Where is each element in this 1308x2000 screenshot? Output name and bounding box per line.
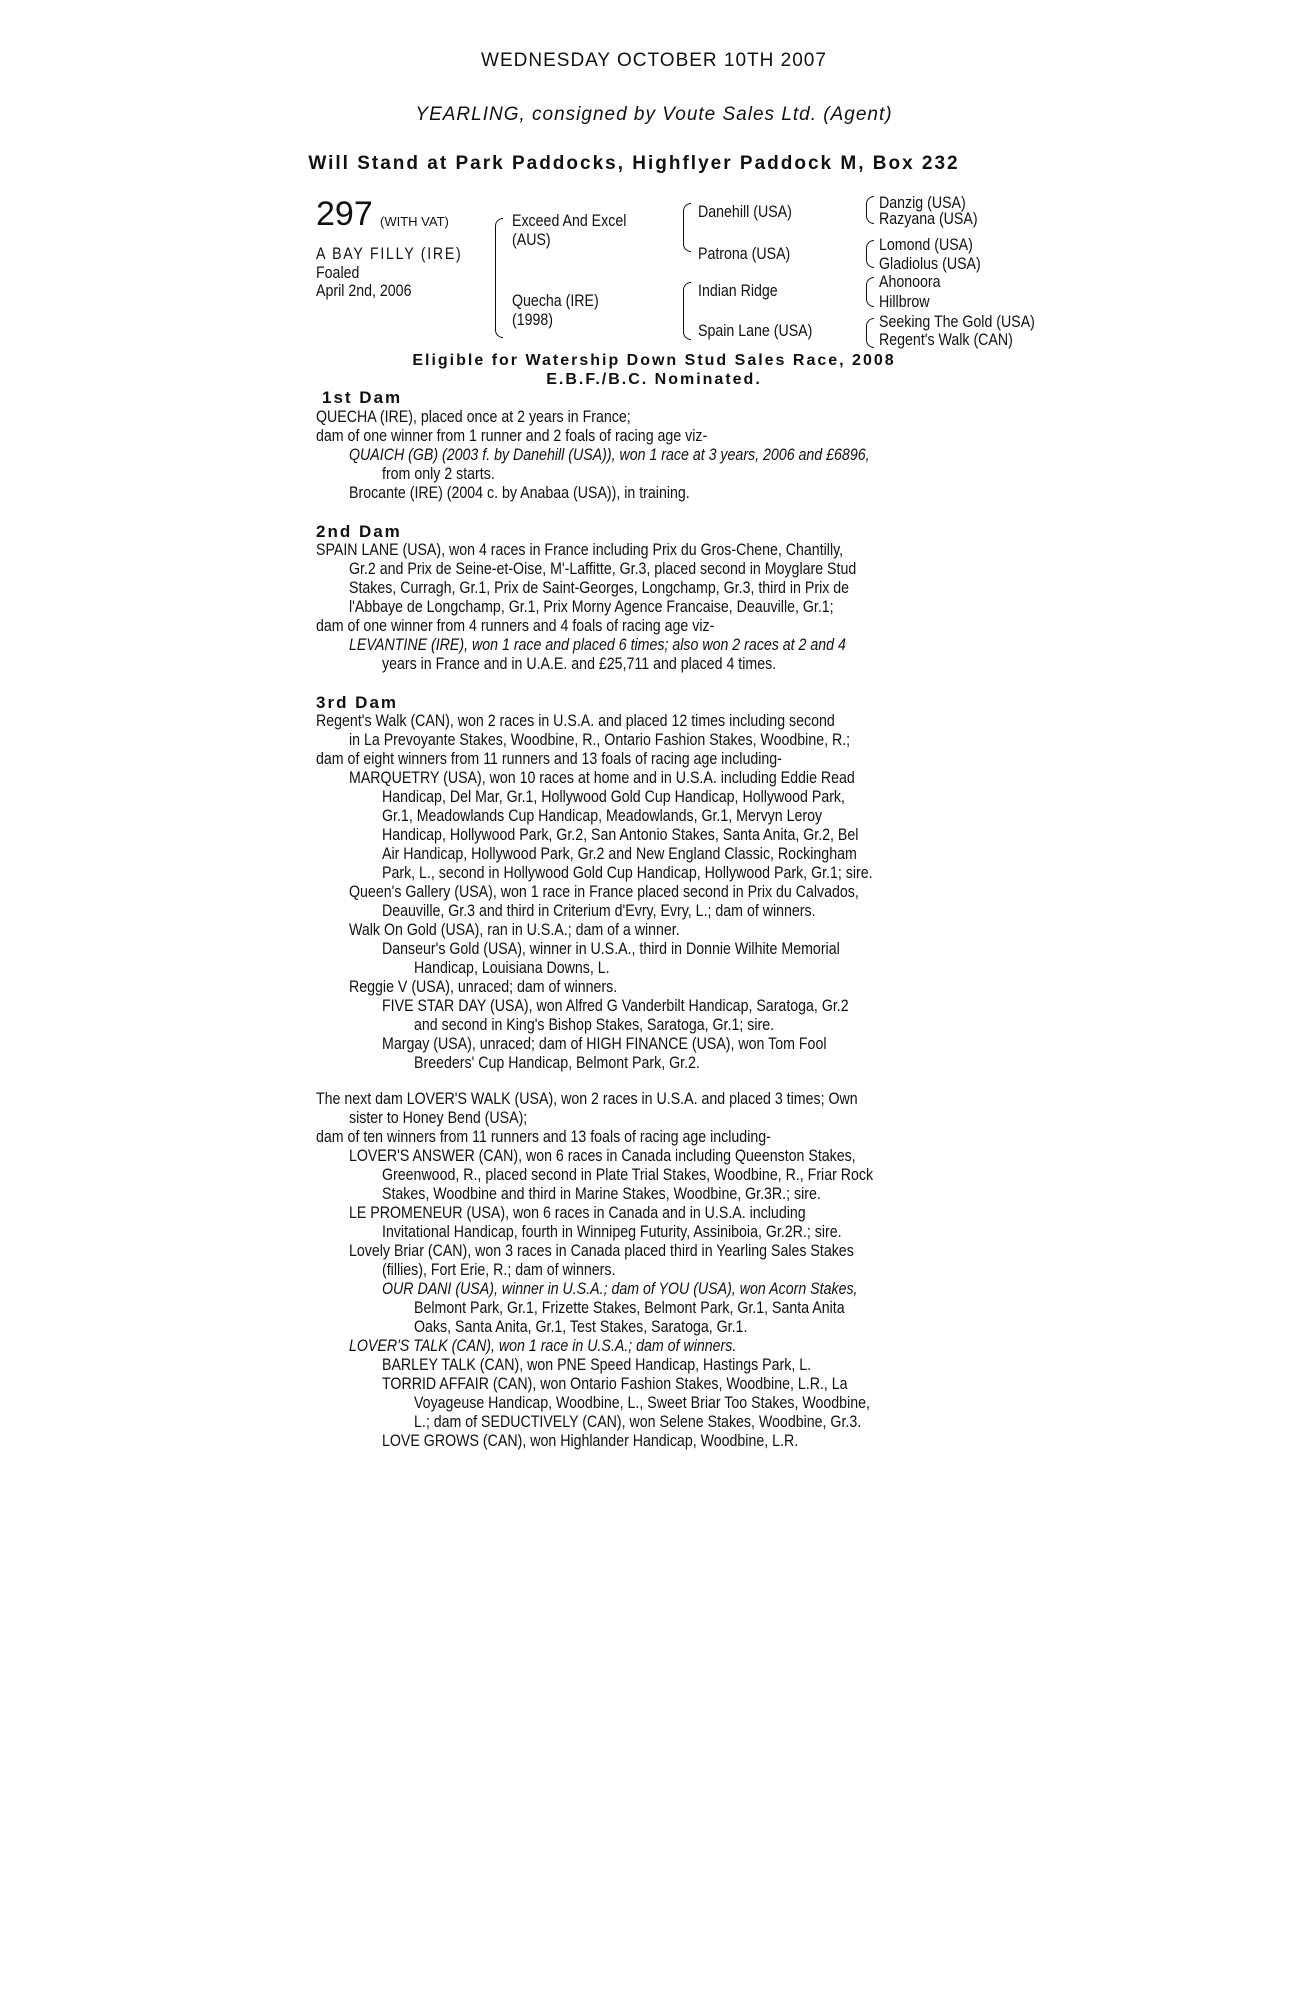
gen3-5: Ahonoora xyxy=(879,273,941,291)
foaled-label: Foaled xyxy=(316,264,360,282)
dam3-line-3: dam of eight winners from 11 runners and 13 foals of racing age including- xyxy=(316,750,782,768)
next-dam-line-11: OUR DANI (USA), winner in U.S.A.; dam of YOU (USA), won Acorn Stakes, xyxy=(382,1280,858,1298)
dam-year: (1998) xyxy=(512,311,554,329)
lot-number: 297 xyxy=(316,195,373,233)
dam3-line-16: FIVE STAR DAY (USA), won Alfred G Vanderbilt Handicap, Saratoga, Gr.2 xyxy=(382,997,849,1015)
next-dam-line-2: sister to Honey Bend (USA); xyxy=(349,1109,528,1127)
pedigree-brace-g3c xyxy=(866,277,874,307)
vat-note: (WITH VAT) xyxy=(380,214,449,229)
gen3-2: Razyana (USA) xyxy=(879,210,978,228)
dam3-line-18: Margay (USA), unraced; dam of HIGH FINANCE (USA), won Tom Fool xyxy=(382,1035,827,1053)
dam2-line-1: SPAIN LANE (USA), won 4 races in France including Prix du Gros-Chene, Chantilly, xyxy=(316,541,844,559)
sire-sire: Danehill (USA) xyxy=(698,203,792,221)
next-dam-line-16: TORRID AFFAIR (CAN), won Ontario Fashion Stakes, Woodbine, L.R., La xyxy=(382,1375,848,1393)
next-dam-line-3: dam of ten winners from 11 runners and 13 foals of racing age including- xyxy=(316,1128,771,1146)
dam3-line-17: and second in King's Bishop Stakes, Saratoga, Gr.1; sire. xyxy=(414,1016,775,1034)
next-dam-line-15: BARLEY TALK (CAN), won PNE Speed Handicap, Hastings Park, L. xyxy=(382,1356,812,1374)
dam3-line-6: Gr.1, Meadowlands Cup Handicap, Meadowlands, Gr.1, Mervyn Leroy xyxy=(382,807,823,825)
next-dam-line-17: Voyageuse Handicap, Woodbine, L., Sweet Briar Too Stakes, Woodbine, xyxy=(414,1394,870,1412)
next-dam-line-12: Belmont Park, Gr.1, Frizette Stakes, Belmont Park, Gr.1, Santa Anita xyxy=(414,1299,845,1317)
dam2-line-3: Stakes, Curragh, Gr.1, Prix de Saint-Georges, Longchamp, Gr.3, third in Prix de xyxy=(349,579,850,597)
dam1-line-5: Brocante (IRE) (2004 c. by Anabaa (USA)), in training. xyxy=(349,484,690,502)
eligibility-line: Eligible for Watership Down Stud Sales Race, 2008 xyxy=(412,352,896,369)
dam2-line-6: LEVANTINE (IRE), won 1 race and placed 6 times; also won 2 races at 2 and 4 xyxy=(349,636,846,654)
dam3-line-5: Handicap, Del Mar, Gr.1, Hollywood Gold Cup Handicap, Hollywood Park, xyxy=(382,788,845,806)
dam-name: Quecha (IRE) xyxy=(512,292,599,310)
next-dam-line-4: LOVER'S ANSWER (CAN), won 6 races in Canada including Queenston Stakes, xyxy=(349,1147,856,1165)
pedigree-brace-g3d xyxy=(866,318,874,348)
dam3-line-2: in La Prevoyante Stakes, Woodbine, R., Ontario Fashion Stakes, Woodbine, R.; xyxy=(349,731,851,749)
dam3-line-15: Reggie V (USA), unraced; dam of winners. xyxy=(349,978,618,996)
dam3-line-14: Handicap, Louisiana Downs, L. xyxy=(414,959,610,977)
third-dam-heading: 3rd Dam xyxy=(316,693,399,712)
second-dam-heading: 2nd Dam xyxy=(316,522,402,541)
dam2-line-5: dam of one winner from 4 runners and 4 foals of racing age viz- xyxy=(316,617,715,635)
pedigree-brace-main xyxy=(495,218,503,338)
dam3-line-11: Deauville, Gr.3 and third in Criterium d'Evry, Evry, L.; dam of winners. xyxy=(382,902,816,920)
dam-dam: Spain Lane (USA) xyxy=(698,322,813,340)
gen3-8: Regent's Walk (CAN) xyxy=(879,331,1013,349)
gen3-7: Seeking The Gold (USA) xyxy=(879,313,1035,331)
gen3-3: Lomond (USA) xyxy=(879,236,973,254)
sire-name: Exceed And Excel xyxy=(512,212,627,230)
pedigree-brace-sire xyxy=(683,203,691,252)
pedigree-brace-g3b xyxy=(866,240,874,268)
pedigree-brace-dam xyxy=(683,282,691,340)
dam3-line-4: MARQUETRY (USA), won 10 races at home and in U.S.A. including Eddie Read xyxy=(349,769,855,787)
next-dam-line-19: LOVE GROWS (CAN), won Highlander Handicap, Woodbine, L.R. xyxy=(382,1432,799,1450)
next-dam-line-13: Oaks, Santa Anita, Gr.1, Test Stakes, Saratoga, Gr.1. xyxy=(414,1318,748,1336)
sale-date: WEDNESDAY OCTOBER 10TH 2007 xyxy=(481,50,827,71)
next-dam-line-1: The next dam LOVER'S WALK (USA), won 2 races in U.S.A. and placed 3 times; Own xyxy=(316,1090,858,1108)
dam3-line-19: Breeders' Cup Handicap, Belmont Park, Gr.2. xyxy=(414,1054,700,1072)
next-dam-line-10: (fillies), Fort Erie, R.; dam of winners. xyxy=(382,1261,616,1279)
dam3-line-9: Park, L., second in Hollywood Gold Cup Handicap, Hollywood Park, Gr.1; sire. xyxy=(382,864,873,882)
dam3-line-7: Handicap, Hollywood Park, Gr.2, San Antonio Stakes, Santa Anita, Gr.2, Bel xyxy=(382,826,859,844)
next-dam-line-5: Greenwood, R., placed second in Plate Trial Stakes, Woodbine, R., Friar Rock xyxy=(382,1166,874,1184)
dam2-line-2: Gr.2 and Prix de Seine-et-Oise, M'-Laffitte, Gr.3, placed second in Moyglare Stud xyxy=(349,560,857,578)
next-dam-line-8: Invitational Handicap, fourth in Winnipeg Futurity, Assiniboia, Gr.2R.; sire. xyxy=(382,1223,842,1241)
gen3-6: Hillbrow xyxy=(879,293,930,311)
stand-location: Will Stand at Park Paddocks, Highflyer Paddock M, Box 232 xyxy=(308,153,960,174)
next-dam-line-7: LE PROMENEUR (USA), won 6 races in Canada and in U.S.A. including xyxy=(349,1204,806,1222)
dam2-line-4: l'Abbaye de Longchamp, Gr.1, Prix Morny Agence Francaise, Deauville, Gr.1; xyxy=(349,598,834,616)
foaled-date: April 2nd, 2006 xyxy=(316,282,412,300)
dam2-line-7: years in France and in U.A.E. and £25,711 and placed 4 times. xyxy=(382,655,777,673)
dam3-line-12: Walk On Gold (USA), ran in U.S.A.; dam of a winner. xyxy=(349,921,680,939)
sire-country: (AUS) xyxy=(512,231,551,249)
dam1-line-2: dam of one winner from 1 runner and 2 foals of racing age viz- xyxy=(316,427,708,445)
dam3-line-10: Queen's Gallery (USA), won 1 race in France placed second in Prix du Calvados, xyxy=(349,883,859,901)
dam1-line-3: QUAICH (GB) (2003 f. by Danehill (USA)), won 1 race at 3 years, 2006 and £6896, xyxy=(349,446,870,464)
pedigree-brace-g3a xyxy=(866,196,874,224)
next-dam-line-14: LOVER'S TALK (CAN), won 1 race in U.S.A.; dam of winners. xyxy=(349,1337,737,1355)
dam3-line-1: Regent's Walk (CAN), won 2 races in U.S.A. and placed 12 times including second xyxy=(316,712,835,730)
next-dam-line-9: Lovely Briar (CAN), won 3 races in Canada placed third in Yearling Sales Stakes xyxy=(349,1242,854,1260)
lot-description: A BAY FILLY (IRE) xyxy=(316,245,463,263)
next-dam-line-18: L.; dam of SEDUCTIVELY (CAN), won Selene Stakes, Woodbine, Gr.3. xyxy=(414,1413,862,1431)
nomination-line: E.B.F./B.C. Nominated. xyxy=(546,371,762,388)
dam-sire: Indian Ridge xyxy=(698,282,778,300)
dam1-line-4: from only 2 starts. xyxy=(382,465,495,483)
gen3-4: Gladiolus (USA) xyxy=(879,255,981,273)
dam1-line-1: QUECHA (IRE), placed once at 2 years in France; xyxy=(316,408,631,426)
first-dam-heading: 1st Dam xyxy=(322,388,403,407)
consignor-line: YEARLING, consigned by Voute Sales Ltd. (Agent) xyxy=(415,104,893,125)
dam3-line-13: Danseur's Gold (USA), winner in U.S.A., third in Donnie Wilhite Memorial xyxy=(382,940,840,958)
sire-dam: Patrona (USA) xyxy=(698,245,791,263)
gen3-1: Danzig (USA) xyxy=(879,194,966,212)
next-dam-line-6: Stakes, Woodbine and third in Marine Stakes, Woodbine, Gr.3R.; sire. xyxy=(382,1185,821,1203)
dam3-line-8: Air Handicap, Hollywood Park, Gr.2 and New England Classic, Rockingham xyxy=(382,845,857,863)
